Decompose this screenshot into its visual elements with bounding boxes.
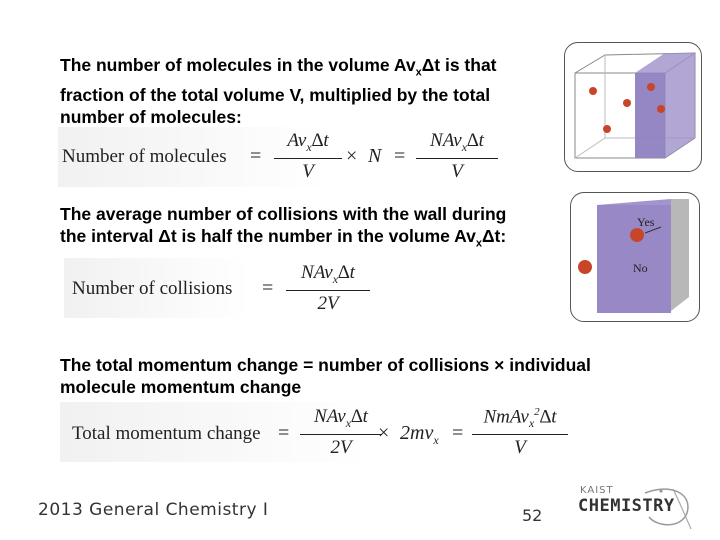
equation-number-of-molecules — [62, 128, 512, 186]
equation-3-fraction-1: NAv$_x$∆t 2V — [300, 406, 382, 459]
times-sign: × — [378, 422, 390, 444]
equation-1-N: N — [368, 145, 382, 167]
paragraph-2-line-2: the interval Δt is half the number in the volume $Av_x\Delta t$: — [60, 226, 507, 250]
delta-symbol: Δ — [158, 226, 171, 246]
equation-2-label: Number of collisions — [72, 278, 233, 299]
paragraph-molecules-in-volume — [60, 54, 497, 128]
paragraph-3-line-1: The total momentum change = number of collisions × individual — [60, 355, 591, 375]
equation-3-label: Total momentum change — [72, 423, 261, 444]
equals-sign: = — [278, 422, 290, 444]
paragraph-2-line-1: The average number of collisions with the wall during — [60, 204, 507, 224]
equation-2-fraction: NAv$_x$∆t 2V — [286, 262, 370, 315]
label-yes: Yes — [637, 215, 655, 229]
molecule-no — [578, 260, 592, 274]
molecule-yes — [630, 228, 644, 242]
equals-sign: = — [452, 422, 464, 444]
course-title: 2013 General Chemistry I — [38, 500, 269, 520]
figure-molecule-box — [564, 42, 702, 172]
equation-total-momentum-change — [72, 403, 592, 463]
wall-collision-illustration — [571, 193, 699, 321]
delta-symbol: Δ — [481, 226, 495, 246]
equals-sign: = — [250, 145, 262, 167]
paragraph-1-line-2: fraction of the total volume V, multiplied by the total — [60, 84, 491, 105]
logo-chemistry-text: CHEMISTRY — [578, 496, 675, 516]
paragraph-collisions-with-wall — [60, 203, 506, 255]
molecule-dot — [647, 83, 655, 91]
paragraph-1-line-3: number of molecules: — [60, 106, 242, 127]
kaist-chemistry-logo-icon — [575, 483, 695, 533]
equation-3-fraction-2: NmAv$_x^2$∆t V — [472, 406, 568, 459]
equation-3-middle-term: $2mv_x$ — [400, 422, 439, 447]
molecule-dot — [589, 87, 597, 95]
equation-1-fraction-2: NAv$_x$∆t V — [416, 130, 498, 183]
equals-sign: = — [394, 145, 406, 167]
paragraph-1-line-1: The number of molecules in the volume $Av_x\Delta t$ is that — [60, 55, 497, 79]
delta-symbol: Δ — [421, 55, 435, 75]
label-no: No — [633, 261, 648, 275]
molecule-dot — [603, 125, 611, 133]
molecule-box-illustration — [565, 43, 701, 171]
paragraph-3-line-2: molecule momentum change — [60, 377, 302, 397]
figure-wall-collision — [570, 192, 700, 322]
equals-sign: = — [262, 277, 274, 299]
equation-number-of-collisions — [72, 258, 382, 318]
molecule-dot — [657, 105, 665, 113]
molecule-dot — [623, 99, 631, 107]
equation-1-label: Number of molecules — [62, 146, 227, 167]
equation-1-fraction-1: $Av_x\Delta t$ V — [274, 130, 342, 183]
logo-kaist-text: KAIST — [580, 485, 614, 496]
page-number: 52 — [522, 506, 543, 525]
times-sign: × — [346, 145, 358, 167]
paragraph-total-momentum — [60, 354, 591, 398]
